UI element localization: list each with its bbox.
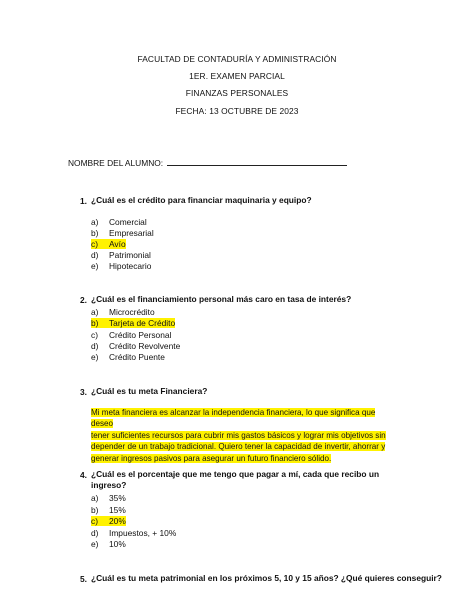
question-1-option: b) Empresarial xyxy=(91,228,154,238)
question-3-answer xyxy=(91,407,391,464)
answer-line: generar ingresos pasivos para asegurar un futuro financiero sólido. xyxy=(91,453,332,463)
question-2-option: d) Crédito Revolvente xyxy=(91,341,181,351)
question-5-number: 5. xyxy=(80,574,87,584)
answer-line: Mi meta financiera es alcanzar la independencia financiera, lo que significa que deseo xyxy=(91,408,376,429)
question-4-option: a) 35% xyxy=(91,493,126,503)
question-2-text: ¿Cuál es el financiamiento personal más caro en tasa de interés? xyxy=(91,294,352,304)
question-2-number: 2. xyxy=(80,295,87,305)
question-2-option: a) Microcrédito xyxy=(91,307,155,317)
exam-date: FECHA: 13 OCTUBRE DE 2023 xyxy=(175,106,299,116)
question-2-option-selected: b) Tarjeta de Crédito xyxy=(91,318,176,328)
question-5-text: ¿Cuál es tu meta patrimonial en los próximos 5, 10 y 15 años? ¿Qué quieres conseguir? xyxy=(91,573,442,583)
question-3-text: ¿Cuál es tu meta Financiera? xyxy=(91,386,208,396)
question-4-number: 4. xyxy=(80,470,87,480)
faculty-title: FACULTAD DE CONTADURÍA Y ADMINISTRACIÓN xyxy=(137,54,337,64)
question-4-option-selected: c) 20% xyxy=(91,516,126,526)
question-1-option: a) Comercial xyxy=(91,217,147,227)
student-name-label: NOMBRE DEL ALUMNO: xyxy=(68,158,164,168)
question-4-option: e) 10% xyxy=(91,539,126,549)
answer-line: depender de un trabajo tradicional. Quiero tener la capacidad de invertir, ahorrar y xyxy=(91,442,386,452)
question-4-option: d) Impuestos, + 10% xyxy=(91,528,177,538)
question-1-option-selected: c) Avío xyxy=(91,239,126,249)
question-4-text: ¿Cuál es el porcentaje que me tengo que pagar a mí, cada que recibo un ingreso? xyxy=(91,469,380,490)
question-1-number: 1. xyxy=(80,196,87,206)
question-2-option: e) Crédito Puente xyxy=(91,352,165,362)
question-3-number: 3. xyxy=(80,387,87,397)
student-name-blank xyxy=(167,157,347,166)
answer-line: tener suficientes recursos para cubrir mis gastos básicos y lograr mis objetivos sin xyxy=(91,430,386,440)
question-4-option: b) 15% xyxy=(91,505,126,515)
exam-title: 1ER. EXAMEN PARCIAL xyxy=(189,71,285,81)
question-1-text: ¿Cuál es el crédito para financiar maquinaria y equipo? xyxy=(91,195,312,205)
question-1-option: e) Hipotecario xyxy=(91,261,152,271)
question-1-option: d) Patrimonial xyxy=(91,250,151,260)
student-name-row xyxy=(68,157,347,168)
course-title: FINANZAS PERSONALES xyxy=(185,88,289,98)
question-2-option: c) Crédito Personal xyxy=(91,330,172,340)
